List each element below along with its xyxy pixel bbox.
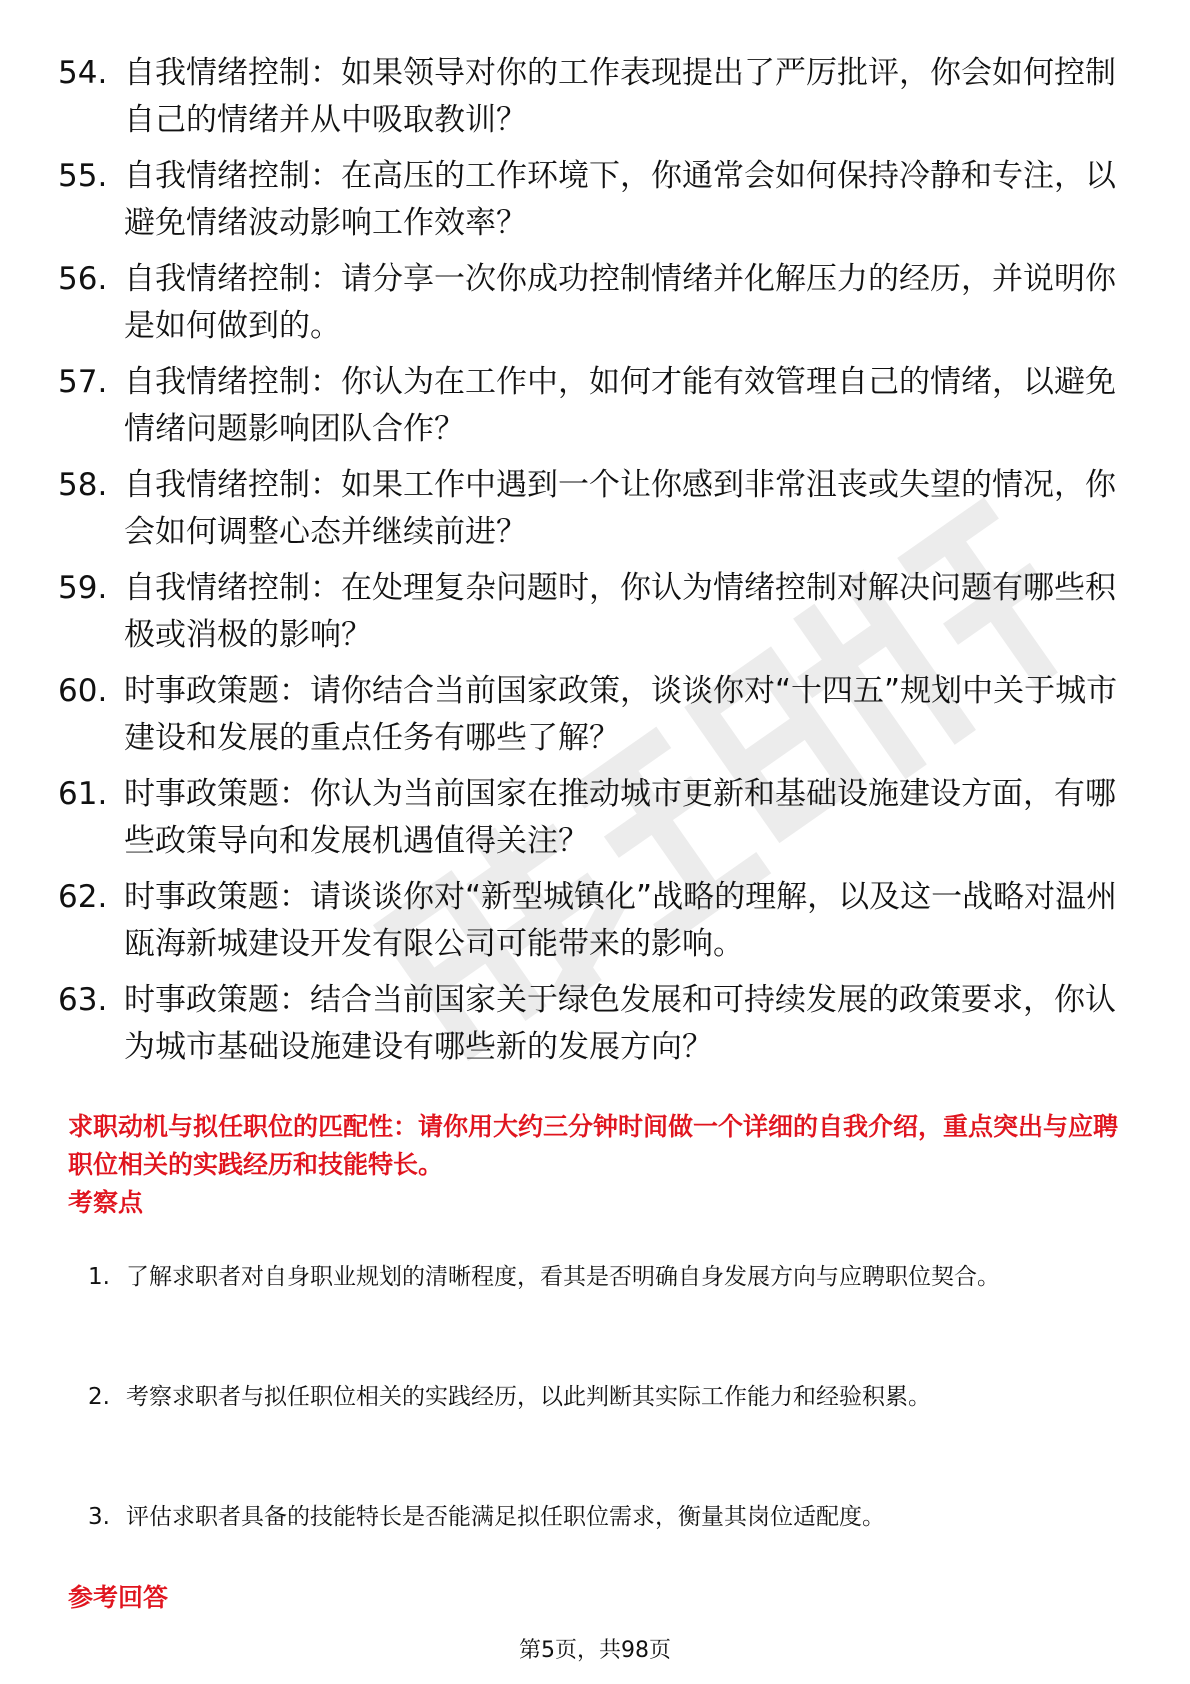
question-item [58,153,1118,256]
question-text: 自我情绪控制：请分享一次你成功控制情绪并化解压力的经历，并说明你是如何做到的。 [124,261,1116,344]
assessment-point-list [88,1249,1118,1546]
question-number: 57. [58,364,108,400]
question-item [58,50,1118,153]
featured-question: 求职动机与拟任职位的匹配性：请你用大约三分钟时间做一个详细的自我介绍，重点突出与应聘职位相关的实践经历和技能特长。 [68,1112,1119,1179]
question-text: 自我情绪控制：如果领导对你的工作表现提出了严厉批评，你会如何控制自己的情绪并从中吸取教训？ [124,55,1116,138]
question-list [58,50,1118,1080]
question-item [58,359,1118,462]
question-number: 58. [58,467,108,503]
page-footer: 第5页，共98页 [519,1638,671,1663]
question-number: 60. [58,673,108,709]
question-text: 自我情绪控制：你认为在工作中，如何才能有效管理自己的情绪，以避免情绪问题影响团队合作？ [124,364,1116,447]
point-text: 评估求职者具备的技能特长是否能满足拟任职位需求，衡量其岗位适配度。 [126,1504,885,1530]
point-text: 了解求职者对自身职业规划的清晰程度，看其是否明确自身发展方向与应聘职位契合。 [126,1264,1000,1290]
question-number: 61. [58,776,108,812]
point-number: 1. [88,1264,110,1290]
point-number: 2. [88,1384,110,1410]
question-item [58,565,1118,668]
question-number: 63. [58,982,108,1018]
question-text: 自我情绪控制：在高压的工作环境下，你通常会如何保持冷静和专注，以避免情绪波动影响工作效率？ [124,158,1116,241]
question-number: 54. [58,55,108,91]
question-text: 自我情绪控制：在处理复杂问题时，你认为情绪控制对解决问题有哪些积极或消极的影响？ [124,570,1116,653]
assessment-point [88,1369,1118,1489]
question-text: 时事政策题：请谈谈你对“新型城镇化”战略的理解，以及这一战略对温州瓯海新城建设开发有限公司可能带来的影响。 [124,879,1118,962]
question-item [58,256,1118,359]
question-text: 时事政策题：你认为当前国家在推动城市更新和基础设施建设方面，有哪些政策导向和发展机遇值得关注？ [124,776,1116,859]
question-item [58,668,1118,771]
question-text: 时事政策题：结合当前国家关于绿色发展和可持续发展的政策要求，你认为城市基础设施建设有哪些新的发展方向？ [124,982,1116,1065]
reference-answer-heading: 参考回答 [68,1583,169,1612]
question-number: 55. [58,158,108,194]
question-text: 自我情绪控制：如果工作中遇到一个让你感到非常沮丧或失望的情况，你会如何调整心态并继续前进？ [124,467,1116,550]
assessment-heading: 考察点 [68,1188,144,1217]
question-number: 56. [58,261,108,297]
question-item [58,771,1118,874]
point-number: 3. [88,1504,110,1530]
question-text: 时事政策题：请你结合当前国家政策，谈谈你对“十四五”规划中关于城市建设和发展的重点任务有哪些了解？ [124,673,1118,756]
question-number: 59. [58,570,108,606]
question-number: 62. [58,879,108,915]
question-item [58,874,1118,977]
assessment-point [88,1249,1118,1369]
question-item [58,462,1118,565]
question-item [58,977,1118,1080]
point-text: 考察求职者与拟任职位相关的实践经历，以此判断其实际工作能力和经验积累。 [126,1384,931,1410]
assessment-point [88,1489,1118,1546]
